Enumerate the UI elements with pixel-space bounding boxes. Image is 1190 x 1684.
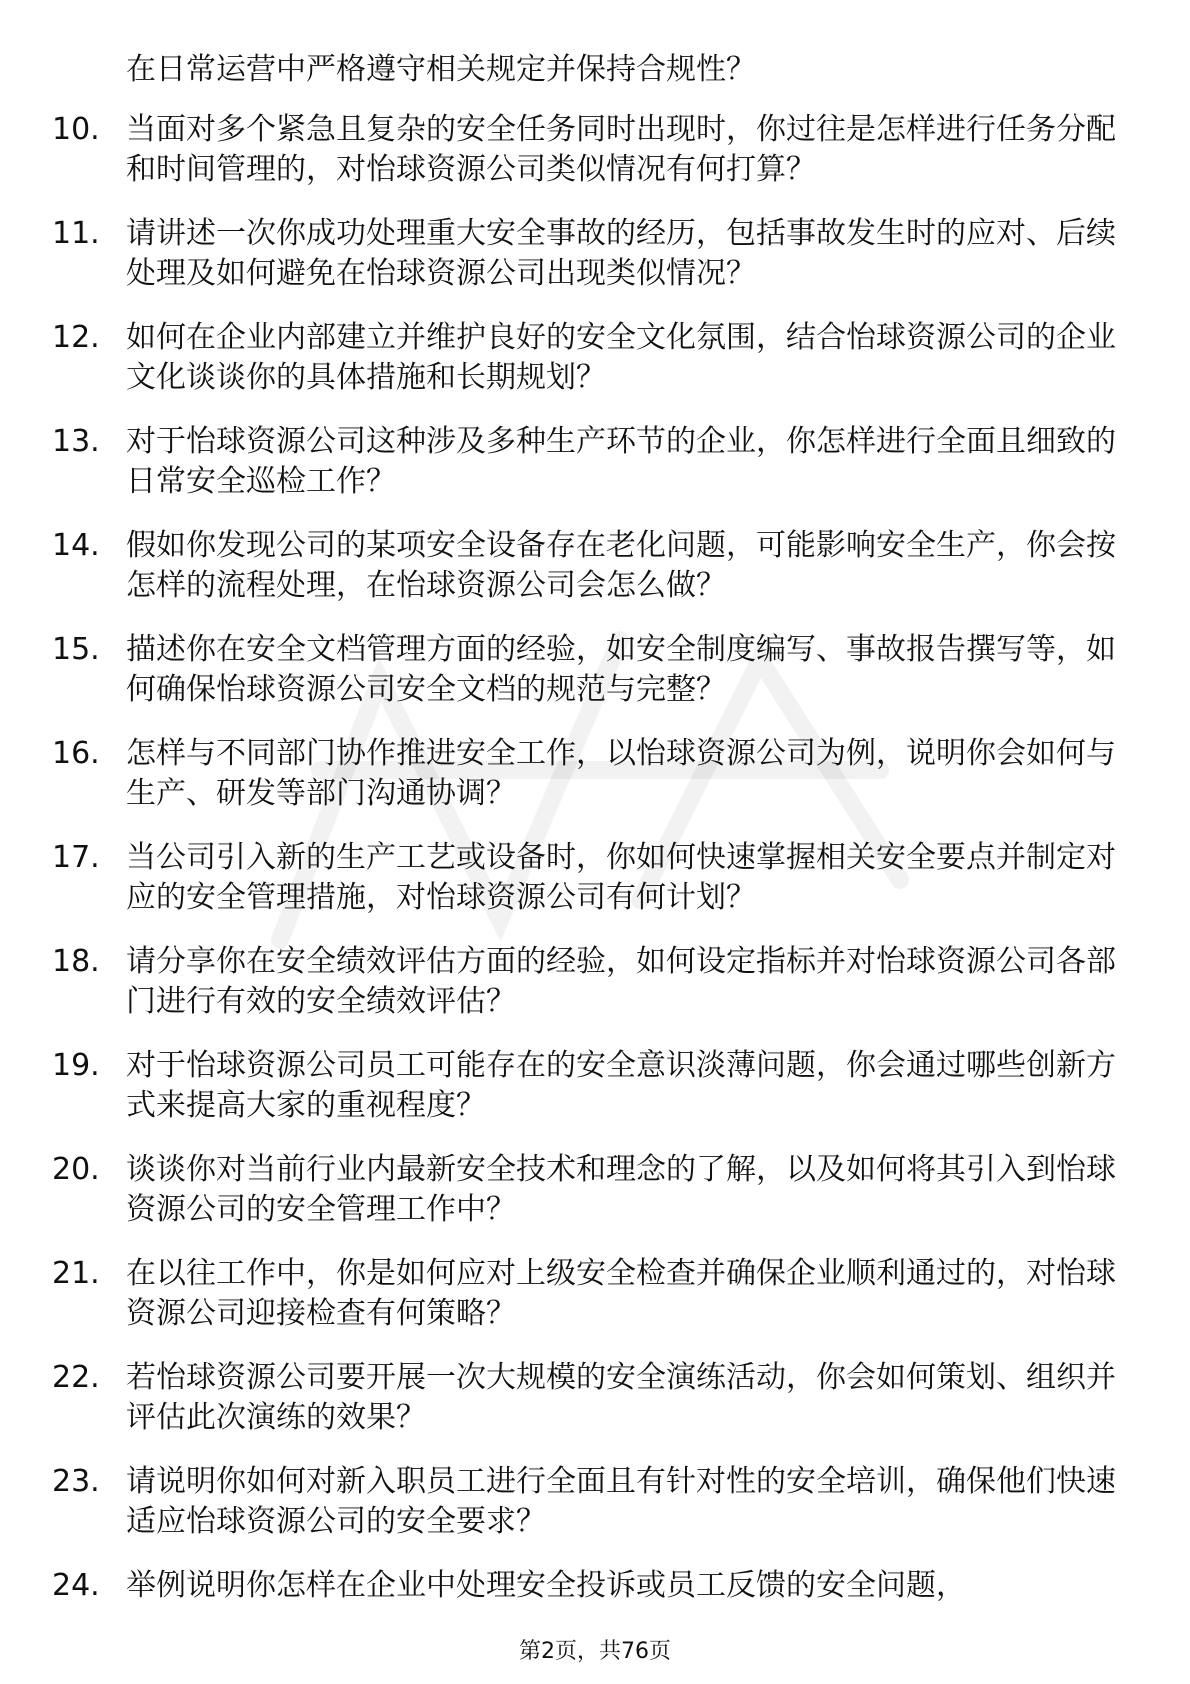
question-number: 15. [52,632,100,667]
question-text: 举例说明你怎样在企业中处理安全投诉或员工反馈的安全问题， [126,1568,966,1603]
question-text: 当面对多个紧急且复杂的安全任务同时出现时，你过往是怎样进行任务分配和时间管理的，对怡球资源公司类似情况有何打算？ [126,112,1116,187]
question-text: 请讲述一次你成功处理重大安全事故的经历，包括事故发生时的应对、后续处理及如何避免在怡球资源公司出现类似情况？ [126,216,1116,291]
question-text: 请分享你在安全绩效评估方面的经验，如何设定指标并对怡球资源公司各部门进行有效的安全绩效评估？ [126,944,1116,1019]
question-text: 若怡球资源公司要开展一次大规模的安全演练活动，你会如何策划、组织并评估此次演练的效果？ [126,1360,1116,1435]
question-item [0,318,1190,422]
question-item [0,1254,1190,1358]
question-item [0,630,1190,734]
question-item [0,110,1190,214]
question-item [0,838,1190,942]
question-number: 24. [52,1568,100,1603]
question-item [0,422,1190,526]
question-list [0,110,1190,1670]
question-number: 17. [52,840,100,875]
continuation-line: 在日常运营中严格遵守相关规定并保持合规性？ [126,52,756,87]
question-number: 16. [52,736,100,771]
question-number: 13. [52,424,100,459]
page-footer: 第2页，共76页 [519,1639,671,1664]
question-number: 10. [52,112,100,147]
question-item [0,942,1190,1046]
question-text: 在以往工作中，你是如何应对上级安全检查并确保企业顺利通过的，对怡球资源公司迎接检查有何策略？ [126,1256,1116,1331]
question-number: 23. [52,1464,100,1499]
question-number: 11. [52,216,100,251]
question-item [0,734,1190,838]
question-text: 假如你发现公司的某项安全设备存在老化问题，可能影响安全生产，你会按怎样的流程处理，在怡球资源公司会怎么做？ [126,528,1116,603]
question-text: 描述你在安全文档管理方面的经验，如安全制度编写、事故报告撰写等，如何确保怡球资源公司安全文档的规范与完整？ [126,632,1116,707]
question-text: 当公司引入新的生产工艺或设备时，你如何快速掌握相关安全要点并制定对应的安全管理措施，对怡球资源公司有何计划？ [126,840,1116,915]
question-item [0,1358,1190,1462]
question-number: 12. [52,320,100,355]
question-text: 谈谈你对当前行业内最新安全技术和理念的了解，以及如何将其引入到怡球资源公司的安全管理工作中？ [126,1152,1116,1227]
question-item [0,526,1190,630]
question-item [0,214,1190,318]
question-item [0,1046,1190,1150]
question-number: 18. [52,944,100,979]
question-number: 21. [52,1256,100,1291]
question-text: 对于怡球资源公司这种涉及多种生产环节的企业，你怎样进行全面且细致的日常安全巡检工作？ [126,424,1116,499]
question-number: 22. [52,1360,100,1395]
question-text: 怎样与不同部门协作推进安全工作，以怡球资源公司为例，说明你会如何与生产、研发等部门沟通协调？ [126,736,1116,811]
question-number: 20. [52,1152,100,1187]
question-text: 如何在企业内部建立并维护良好的安全文化氛围，结合怡球资源公司的企业文化谈谈你的具体措施和长期规划？ [126,320,1116,395]
question-text: 请说明你如何对新入职员工进行全面且有针对性的安全培训，确保他们快速适应怡球资源公司的安全要求？ [126,1464,1116,1539]
question-item [0,1150,1190,1254]
question-item [0,1462,1190,1566]
question-text: 对于怡球资源公司员工可能存在的安全意识淡薄问题，你会通过哪些创新方式来提高大家的重视程度？ [126,1048,1116,1123]
question-number: 14. [52,528,100,563]
question-number: 19. [52,1048,100,1083]
